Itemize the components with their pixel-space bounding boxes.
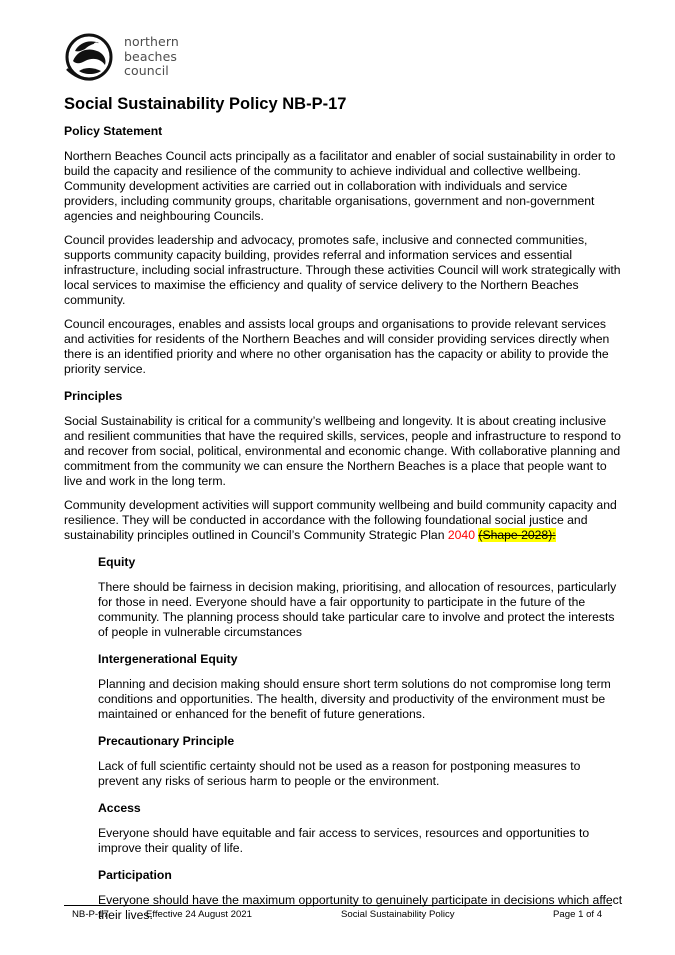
principle-heading-access: Access xyxy=(98,801,141,815)
inserted-text: 2040 xyxy=(447,528,475,542)
principle-text-participation: Everyone should have the maximum opportunity to genuinely participate in decisions which affect their lives. xyxy=(98,893,623,922)
deleted-highlighted-text: (Shape 2028): xyxy=(478,528,556,542)
principles-paragraph-1: Social Sustainability is critical for a community’s wellbeing and longevity. It is about creating inclusive and resilient communities that have the required skills, services, people and infrastructure to respond to and recover from social, political, environmental and economic change. With collaborative planning and commitment from the community we can ensure the Northern Beaches is a place that people want to live and work in the long term. xyxy=(64,414,621,488)
principles-paragraph-2 xyxy=(64,498,624,543)
principle-heading-intergenerational-equity: Intergenerational Equity xyxy=(98,652,238,666)
footer-divider xyxy=(64,905,612,906)
footer-code: NB-P-17 xyxy=(72,909,109,920)
logo-line-2: beaches xyxy=(124,48,177,64)
policy-statement-paragraph-3: Council encourages, enables and assists local groups and organisations to provide relevant services and activities for residents of the Northern Beaches and will consider providing services directly when there is an identified priority and where no other organisation has the capacity or ability to provide the priority service. xyxy=(64,317,610,376)
principle-text-precautionary-principle: Lack of full scientific certainty should not be used as a reason for postponing measures to prevent any risks of serious harm to people or the environment. xyxy=(98,759,581,788)
footer-effective-date: Effective 24 August 2021 xyxy=(146,909,252,920)
principles-heading: Principles xyxy=(64,389,123,403)
principle-text-intergenerational-equity: Planning and decision making should ensure short term solutions do not compromise long term conditions and opportunities. The health, diversity and productivity of the environment must be maintained or enhanced for the benefit of future generations. xyxy=(98,677,611,721)
logo-line-1: northern xyxy=(124,34,179,49)
policy-statement-heading: Policy Statement xyxy=(64,124,163,138)
council-logo xyxy=(63,31,193,83)
logo-wordmark xyxy=(124,35,179,79)
footer-document-title: Social Sustainability Policy xyxy=(341,909,455,920)
principle-heading-equity: Equity xyxy=(98,555,136,569)
footer-page-number: Page 1 of 4 xyxy=(553,909,603,920)
page-title: Social Sustainability Policy NB-P-17 xyxy=(64,95,347,113)
principles-list xyxy=(64,555,624,923)
principle-heading-precautionary-principle: Precautionary Principle xyxy=(98,734,235,748)
document-body xyxy=(64,124,624,932)
principles-paragraph-2-text: Community development activities will support community wellbeing and build community capacity and resilience. They will be conducted in accordance with the following foundational social justice and sustainability principles outlined in Council’s Community Strategic Plan xyxy=(64,498,617,542)
logo-line-3: council xyxy=(124,63,169,78)
council-emblem-icon xyxy=(63,31,115,83)
policy-statement-paragraph-2: Council provides leadership and advocacy, promotes safe, inclusive and connected communities, supports community capacity building, provides referral and information services and essential infrastructure, including social infrastructure. Through these activities Council will work strategically with local services to maximise the efficiency and quality of service delivery to the Northern Beaches community. xyxy=(64,233,621,307)
policy-statement-paragraph-1: Northern Beaches Council acts principally as a facilitator and enabler of social sustainability in order to build the capacity and resilience of the community to achieve individual and collective wellbeing. Community development activities are carried out in collaboration with individuals and service providers, including community groups, charitable organisations, government and non-government agencies and neighbouring Councils. xyxy=(64,149,616,223)
principle-text-equity: There should be fairness in decision making, prioritising, and allocation of resources, particularly for those in need. Everyone should have a fair opportunity to participate in the future of the community. The planning process should take particular care to involve and protect the interests of people in vulnerable circumstances xyxy=(98,580,617,639)
principle-text-access: Everyone should have equitable and fair access to services, resources and opportunities to improve their quality of life. xyxy=(98,826,590,855)
principle-heading-participation: Participation xyxy=(98,868,172,882)
